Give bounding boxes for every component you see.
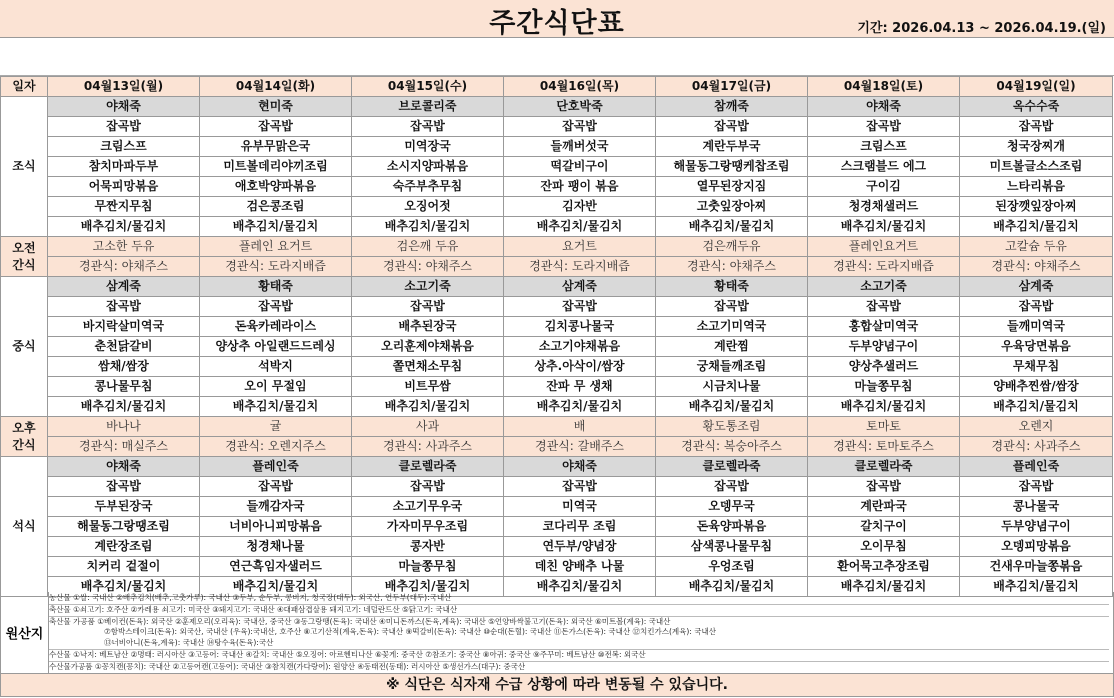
menu-item: 김자반 [504,197,656,217]
porridge-item: 삼계죽 [960,277,1113,297]
menu-item: 배추김치/물김치 [960,577,1113,597]
day-header: 04월17일(금) [656,77,808,97]
menu-item: 계란찜 [656,337,808,357]
menu-item: 잡곡밥 [48,477,200,497]
menu-item: 배추김치/물김치 [48,577,200,597]
menu-item: 배추김치/물김치 [48,397,200,417]
menu-item: 환어묵고추장조림 [808,557,960,577]
menu-item: 시금치나물 [656,377,808,397]
menu-item: 배추김치/물김치 [656,217,808,237]
menu-item: 석박지 [200,357,352,377]
snack-item: 고칼슘 두유 [960,237,1113,257]
menu-item: 잡곡밥 [656,117,808,137]
menu-item: 들깨버섯국 [504,137,656,157]
menu-item: 상추.아삭이/쌈장 [504,357,656,377]
menu-item: 잡곡밥 [656,297,808,317]
menu-item: 양배추찐쌈/쌈장 [960,377,1113,397]
menu-item: 해물동그랑땡조림 [48,517,200,537]
menu-item: 데친 양배추 나물 [504,557,656,577]
snack-item: 사과 [352,417,504,437]
menu-item: 배추김치/물김치 [352,217,504,237]
menu-item: 배추김치/물김치 [808,397,960,417]
menu-item: 배추김치/물김치 [808,217,960,237]
menu-item: 느타리볶음 [960,177,1113,197]
snack-item: 경관식: 사과주스 [960,437,1113,457]
porridge-item: 현미죽 [200,97,352,117]
snack-item: 오렌지 [960,417,1113,437]
menu-item: 잡곡밥 [960,477,1113,497]
porridge-item: 야채죽 [504,457,656,477]
day-header: 04월19일(일) [960,77,1113,97]
menu-item: 미역국 [504,497,656,517]
menu-item: 잔파 팽이 볶음 [504,177,656,197]
menu-item: 애호박양파볶음 [200,177,352,197]
menu-item: 잡곡밥 [352,117,504,137]
menu-item: 돈육양파볶음 [656,517,808,537]
menu-item: 잡곡밥 [504,477,656,497]
porridge-item: 브로콜리죽 [352,97,504,117]
menu-item: 잡곡밥 [200,117,352,137]
menu-item: 연두부/양념장 [504,537,656,557]
menu-item: 소고기무우국 [352,497,504,517]
porridge-item: 소고기죽 [808,277,960,297]
menu-item: 유부무맑은국 [200,137,352,157]
menu-item: 홍합살미역국 [808,317,960,337]
menu-item: 청경채나물 [200,537,352,557]
menu-item: 무채무침 [960,357,1113,377]
menu-item: 청국장찌개 [960,137,1113,157]
menu-item: 된장깻잎장아찌 [960,197,1113,217]
menu-item: 잡곡밥 [504,297,656,317]
menu-item: 가자미무우조림 [352,517,504,537]
origin-line: 수산물가공품 ①꽁치캔(꽁치): 국내산 ②고등어캔(고등어): 국내산 ③참치캔(가다랑어): 원양산 ④동태전(동태): 러시아산 ⑤생선가스(대구): 중국산 [49,661,526,671]
menu-item: 배추김치/물김치 [352,397,504,417]
menu-item: 쌈채/쌈장 [48,357,200,377]
menu-item: 오이 무절임 [200,377,352,397]
menu-item: 배추김치/물김치 [960,397,1113,417]
porridge-item: 야채죽 [808,97,960,117]
porridge-item: 참깨죽 [656,97,808,117]
day-header: 04월13일(월) [48,77,200,97]
meal-label-breakfast: 조식 [1,97,48,237]
menu-item: 건새우마늘쫑볶음 [960,557,1113,577]
meal-label-lunch: 중식 [1,277,48,417]
origin-line: ⑬너비아니(돈육,계육): 국내산 ⑭탕수육(돈육):국산 [49,638,1109,650]
porridge-item: 클로렐라죽 [808,457,960,477]
menu-item: 배추김치/물김치 [200,577,352,597]
menu-item: 참치마파두부 [48,157,200,177]
menu-item: 고춧잎장아찌 [656,197,808,217]
menu-item: 양상추샐러드 [808,357,960,377]
snack-item: 경관식: 야채주스 [352,257,504,277]
porridge-item: 클로렐라죽 [352,457,504,477]
menu-item: 검은콩조림 [200,197,352,217]
porridge-item: 황태죽 [656,277,808,297]
menu-item: 떡갈비구이 [504,157,656,177]
menu-item: 김치콩나물국 [504,317,656,337]
menu-item: 연근흑임자샐러드 [200,557,352,577]
menu-item: 계란파국 [808,497,960,517]
menu-item: 두부된장국 [48,497,200,517]
notice-banner: ※ 식단은 식자재 수급 상황에 따라 변동될 수 있습니다. [0,673,1114,697]
snack-item: 플레인요거트 [808,237,960,257]
period-label: 기간: 2026.04.13 ~ 2026.04.19.(일) [857,21,1106,36]
origin-line: 농산물 ①쌀: 국내산 ②배추김치(배추,고춧가루): 국내산 ③두부, 순두부, 콩비지, 청국장(대두): 외국산, 연두부(대두):국내산 [49,593,1109,605]
snack-item: 바나나 [48,417,200,437]
menu-item: 잡곡밥 [200,477,352,497]
menu-item: 미트볼데리야끼조림 [200,157,352,177]
menu-item: 콩나물무침 [48,377,200,397]
snack-item: 경관식: 도라지배즙 [200,257,352,277]
menu-item: 잡곡밥 [960,117,1113,137]
snack-item: 경관식: 야채주스 [656,257,808,277]
menu-item: 배추김치/물김치 [48,217,200,237]
porridge-item: 삼계죽 [504,277,656,297]
blank-row [0,38,1114,76]
menu-item: 잡곡밥 [200,297,352,317]
menu-item: 마늘쫑무침 [352,557,504,577]
title-bar [0,0,1114,38]
menu-item: 배추김치/물김치 [656,397,808,417]
meal-label-dinner: 석식 [1,457,48,597]
menu-item: 배추김치/물김치 [656,577,808,597]
menu-item: 오징어젓 [352,197,504,217]
menu-item: 잡곡밥 [352,477,504,497]
menu-item: 크림스프 [48,137,200,157]
snack-item: 경관식: 사과주스 [352,437,504,457]
menu-item: 두부양념구이 [960,517,1113,537]
menu-item: 어묵피망볶음 [48,177,200,197]
menu-item: 크림스프 [808,137,960,157]
menu-item: 소고기야채볶음 [504,337,656,357]
menu-item: 소고기미역국 [656,317,808,337]
menu-item: 코다리무 조림 [504,517,656,537]
snack-item: 귤 [200,417,352,437]
menu-item: 오뎅피망볶음 [960,537,1113,557]
snack-item: 경관식: 도라지배즙 [808,257,960,277]
menu-item: 우육당면볶음 [960,337,1113,357]
origin-line: ⑦함박스테이크(돈육): 외국산, 국내산 (우육):국내산, 호주산 ⑧고기산적(계육,돈육): 국내산 ⑨떡갈비(돈육): 국내산 ⑩순대(돈혈): 국내산 ⑪돈가스(돈육): 국내산 ⑫치킨가스(계육): 국내산 [104,627,716,637]
snack-item: 황도통조림 [656,417,808,437]
snack-item: 경관식: 토마토주스 [808,437,960,457]
snack-item: 경관식: 매실주스 [48,437,200,457]
page-title: 주간식단표 [489,8,625,39]
meal-label-am-snack [1,237,48,277]
menu-item: 치커리 겉절이 [48,557,200,577]
porridge-item: 플레인죽 [200,457,352,477]
porridge-item: 소고기죽 [352,277,504,297]
menu-item: 해물동그랑땡케찹조림 [656,157,808,177]
menu-item: 마늘쫑무침 [808,377,960,397]
menu-item: 잡곡밥 [960,297,1113,317]
porridge-item: 플레인죽 [960,457,1113,477]
menu-item: 춘천닭갈비 [48,337,200,357]
menu-item: 잡곡밥 [48,297,200,317]
menu-item: 콩자반 [352,537,504,557]
menu-item: 너비아니피망볶음 [200,517,352,537]
porridge-item: 클로렐라죽 [656,457,808,477]
menu-item: 잡곡밥 [808,297,960,317]
menu-item: 우엉조림 [656,557,808,577]
porridge-item: 황태죽 [200,277,352,297]
menu-item: 무짠지무침 [48,197,200,217]
menu-item: 배추된장국 [352,317,504,337]
menu-item: 배추김치/물김치 [200,397,352,417]
menu-item: 숙주부추무침 [352,177,504,197]
menu-item: 배추김치/물김치 [352,577,504,597]
menu-item: 오뎅무국 [656,497,808,517]
menu-item: 소시지양파볶음 [352,157,504,177]
snack-item: 고소한 두유 [48,237,200,257]
menu-item: 잡곡밥 [504,117,656,137]
menu-item: 배추김치/물김치 [504,217,656,237]
meal-label-line: 오전 [12,240,36,255]
day-header: 04월14일(화) [200,77,352,97]
snack-item: 경관식: 야채주스 [960,257,1113,277]
porridge-item: 단호박죽 [504,97,656,117]
menu-item: 잡곡밥 [808,477,960,497]
menu-item: 스크램블드 에그 [808,157,960,177]
menu-item: 계란장조림 [48,537,200,557]
menu-item: 궁채들깨조림 [656,357,808,377]
snack-item: 플레인 요거트 [200,237,352,257]
snack-item: 경관식: 오렌지주스 [200,437,352,457]
menu-item: 돈육카레라이스 [200,317,352,337]
menu-item: 잔파 무 생채 [504,377,656,397]
menu-item: 열무된장지짐 [656,177,808,197]
snack-item: 배 [504,417,656,437]
menu-item: 잡곡밥 [48,117,200,137]
corner-label: 일자 [1,77,48,97]
menu-item: 들깨미역국 [960,317,1113,337]
day-header: 04월16일(목) [504,77,656,97]
menu-item: 삼색콩나물무침 [656,537,808,557]
origin-lines [49,593,1109,673]
menu-item: 쫄면채소무침 [352,357,504,377]
menu-item: 오리훈제야채볶음 [352,337,504,357]
menu-item: 잡곡밥 [656,477,808,497]
menu-item: 배추김치/물김치 [808,577,960,597]
meal-label-line: 간식 [12,257,36,272]
snack-item: 경관식: 복숭아주스 [656,437,808,457]
day-header: 04월18일(토) [808,77,960,97]
menu-item: 청경채샐러드 [808,197,960,217]
menu-item: 배추김치/물김치 [200,217,352,237]
menu-item: 바지락살미역국 [48,317,200,337]
snack-item: 요거트 [504,237,656,257]
weekly-menu-table [0,76,1113,597]
snack-item: 토마토 [808,417,960,437]
porridge-item: 삼계죽 [48,277,200,297]
origin-label: 원산지 [1,592,49,673]
menu-item: 갈치구이 [808,517,960,537]
meal-label-pm-snack [1,417,48,457]
menu-item: 구이김 [808,177,960,197]
origin-section [0,592,1114,674]
origin-line: 축산물 가공품 ①베이컨(돈육): 외국산 ②훈제오리(오리육): 국내산, 중국산 ③동그랑땡(돈육): 국내산 ④미니돈까스(돈육,계육): 국내산 ⑤언양바싹불고기(돈육): 외국산 ⑥미트볼(계육): 국내산 [49,616,671,626]
menu-item: 미역장국 [352,137,504,157]
menu-item: 배추김치/물김치 [504,397,656,417]
menu-item: 오이무침 [808,537,960,557]
snack-item: 검은깨두유 [656,237,808,257]
meal-label-line: 간식 [12,437,36,452]
day-header: 04월15일(수) [352,77,504,97]
menu-item: 잡곡밥 [808,117,960,137]
snack-item: 경관식: 야채주스 [48,257,200,277]
porridge-item: 옥수수죽 [960,97,1113,117]
menu-item: 양상추 아일랜드드레싱 [200,337,352,357]
meal-label-line: 오후 [12,420,36,435]
menu-item: 콩나물국 [960,497,1113,517]
origin-line: 축산물 ①쇠고기: 호주산 ②카레용 쇠고기: 미국산 ③돼지고기: 국내산 ④대패삼겹살용 돼지고기: 네덜란드산 ⑤닭고기: 국내산 [49,605,1109,617]
snack-item: 경관식: 도라지배즙 [504,257,656,277]
menu-item: 미트볼글소스조림 [960,157,1113,177]
porridge-item: 야채죽 [48,457,200,477]
menu-item: 들깨감자국 [200,497,352,517]
menu-item: 잡곡밥 [352,297,504,317]
snack-item: 검은깨 두유 [352,237,504,257]
menu-item: 두부양념구이 [808,337,960,357]
origin-line: 수산물 ①낙지: 베트남산 ②명태: 러시아산 ③고등어: 국내산 ④갈치: 국내산 ⑤오징어: 아르헨티나산 ⑥꽃게: 중국산 ⑦참조기: 중국산 ⑧아귀: 중국산 ⑨주꾸미: 베트남산 ⑩전복: 외국산 [49,650,1109,662]
porridge-item: 야채죽 [48,97,200,117]
menu-item: 배추김치/물김치 [960,217,1113,237]
snack-item: 경관식: 갈배주스 [504,437,656,457]
menu-item: 계란두부국 [656,137,808,157]
menu-item: 배추김치/물김치 [504,577,656,597]
menu-item: 비트무쌈 [352,377,504,397]
